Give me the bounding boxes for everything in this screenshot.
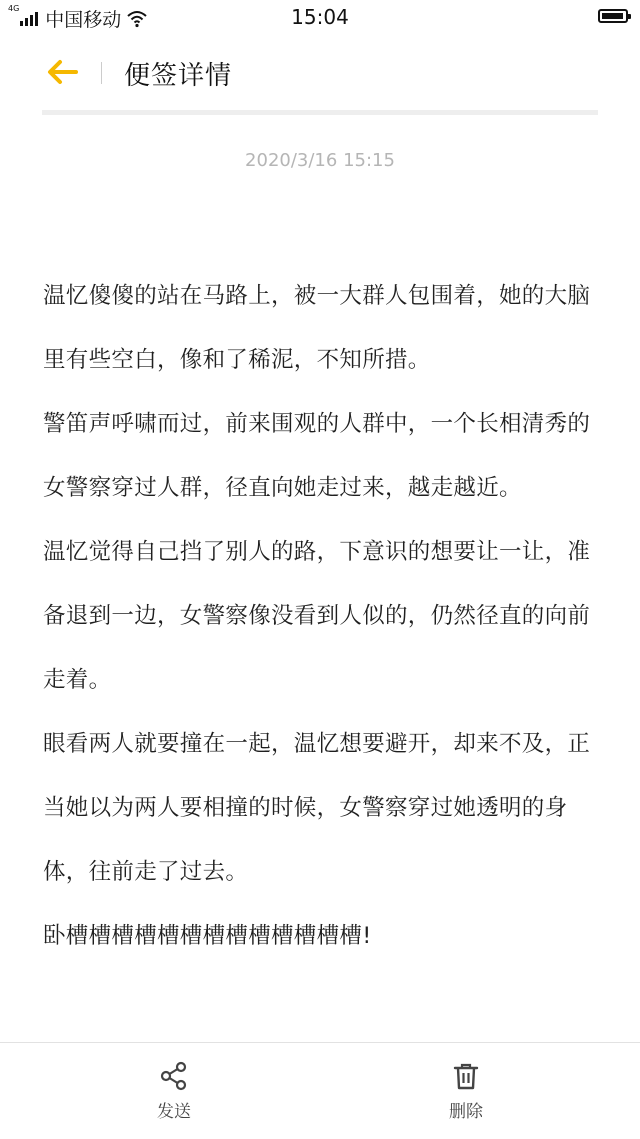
share-icon [159, 1061, 189, 1091]
header-rule [42, 110, 598, 115]
note-paragraph: 警笛声呼啸而过，前来围观的人群中，一个长相清秀的女警察穿过人群，径直向她走过来，越走越近。 [43, 411, 591, 501]
network-tag: 4G [8, 4, 20, 13]
arrow-left-icon [46, 59, 78, 85]
carrier-name: 中国移动 [45, 9, 122, 31]
note-paragraph: 卧槽槽槽槽槽槽槽槽槽槽槽槽槽! [43, 923, 372, 949]
header-divider [101, 62, 102, 84]
delete-label: 删除 [449, 1102, 483, 1122]
note-body[interactable] [43, 264, 599, 968]
battery-level [602, 13, 623, 19]
status-bar [0, 0, 640, 34]
trash-icon [451, 1061, 481, 1091]
note-paragraph: 眼看两人就要撞在一起，温忆想要避开，却来不及，正当她以为两人要相撞的时候，女警察穿过她透明的身体，往前走了过去。 [43, 731, 591, 885]
note-paragraph: 温忆觉得自己挡了别人的路，下意识的想要让一让，准备退到一边，女警察像没看到人似的，仍然径直的向前走着。 [43, 539, 591, 693]
battery-icon [598, 9, 628, 23]
note-date: 2020/3/16 15:15 [245, 150, 395, 171]
status-time: 15:04 [291, 5, 349, 29]
share-label: 发送 [157, 1102, 191, 1122]
header [0, 40, 640, 104]
note-paragraph: 温忆傻傻的站在马路上，被一大群人包围着，她的大脑里有些空白，像和了稀泥，不知所措。 [43, 283, 591, 373]
delete-button[interactable] [406, 1061, 526, 1122]
bottom-action-bar [0, 1042, 640, 1139]
back-button[interactable] [44, 54, 80, 90]
share-button[interactable] [114, 1061, 234, 1122]
page-title: 便签详情 [124, 61, 233, 91]
